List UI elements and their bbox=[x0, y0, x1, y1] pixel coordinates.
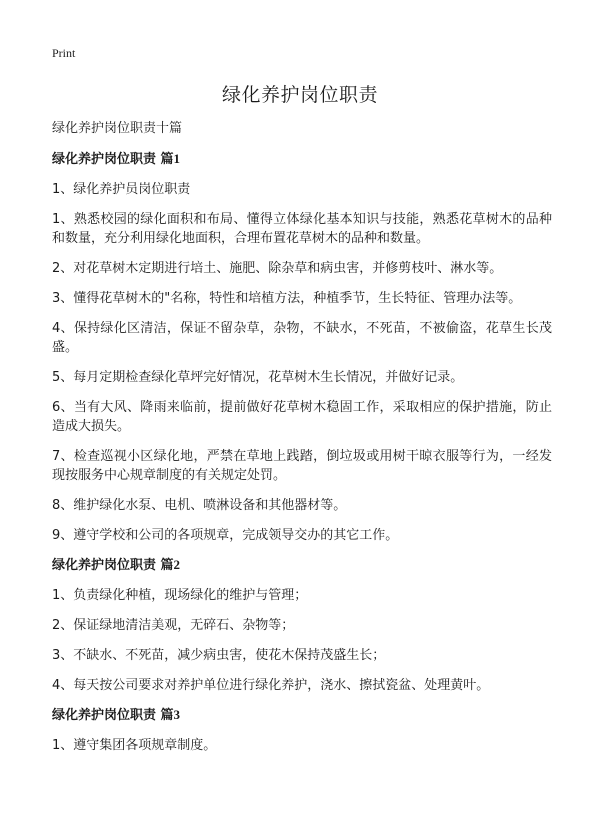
paragraph: 8、维护绿化水泵、电机、喷淋设备和其他器材等。 bbox=[52, 498, 347, 513]
section-heading-text: 绿化养护岗位职责 bbox=[52, 152, 157, 167]
paragraph: 2、对花草树木定期进行培土、施肥、除杂草和病虫害，并修剪枝叶、淋水等。 bbox=[52, 261, 503, 276]
document-body bbox=[52, 120, 552, 766]
print-link[interactable]: Print bbox=[52, 46, 76, 60]
paragraph: 1、熟悉校园的绿化面积和布局、懂得立体绿化基本知识与技能，熟悉花草树木的品种和数量，充分利用绿化地面积，合理布置花草树木的品种和数量。 bbox=[52, 212, 552, 246]
section-number: 篇3 bbox=[160, 707, 181, 722]
section-heading bbox=[52, 150, 552, 169]
paragraph: 4、保持绿化区清洁，保证不留杂草，杂物，不缺水，不死苗，不被偷盗，花草生长茂盛。 bbox=[52, 321, 552, 355]
paragraph: 2、保证绿地清洁美观，无碎石、杂物等； bbox=[52, 618, 295, 633]
paragraph: 7、检查巡视小区绿化地，严禁在草地上践踏，倒垃圾或用树干晾衣服等行为，一经发现按服务中心规章制度的有关规定处罚。 bbox=[52, 449, 552, 483]
paragraph: 1、负责绿化种植，现场绿化的维护与管理； bbox=[52, 588, 308, 603]
section-heading bbox=[52, 556, 552, 575]
section-3 bbox=[52, 706, 552, 755]
section-1 bbox=[52, 150, 552, 545]
section-number: 篇2 bbox=[160, 557, 181, 572]
paragraph: 3、不缺水、不死苗，减少病虫害，使花木保持茂盛生长； bbox=[52, 648, 386, 663]
section-heading-text: 绿化养护岗位职责 bbox=[52, 558, 157, 573]
paragraph: 4、每天按公司要求对养护单位进行绿化养护，浇水、擦拭瓷盆、处理黄叶。 bbox=[52, 678, 490, 693]
paragraph: 5、每月定期检查绿化草坪完好情况，花草树木生长情况，并做好记录。 bbox=[52, 370, 464, 385]
document-subtitle: 绿化养护岗位职责十篇 bbox=[52, 121, 183, 136]
paragraph: 1、绿化养护员岗位职责 bbox=[52, 182, 191, 197]
section-2 bbox=[52, 556, 552, 695]
page-title: 绿化养护岗位职责 bbox=[221, 84, 378, 106]
section-heading-text: 绿化养护岗位职责 bbox=[52, 708, 157, 723]
paragraph: 6、当有大风、降雨来临前，提前做好花草树木稳固工作，采取相应的保护措施，防止造成大损失。 bbox=[52, 400, 552, 434]
paragraph: 3、懂得花草树木的"名称，特性和培植方法，种植季节，生长特征、管理办法等。 bbox=[52, 291, 522, 306]
paragraph: 1、遵守集团各项规章制度。 bbox=[52, 738, 217, 753]
paragraph: 9、遵守学校和公司的各项规章，完成领导交办的其它工作。 bbox=[52, 528, 399, 543]
section-heading bbox=[52, 706, 552, 725]
section-number: 篇1 bbox=[160, 151, 181, 166]
